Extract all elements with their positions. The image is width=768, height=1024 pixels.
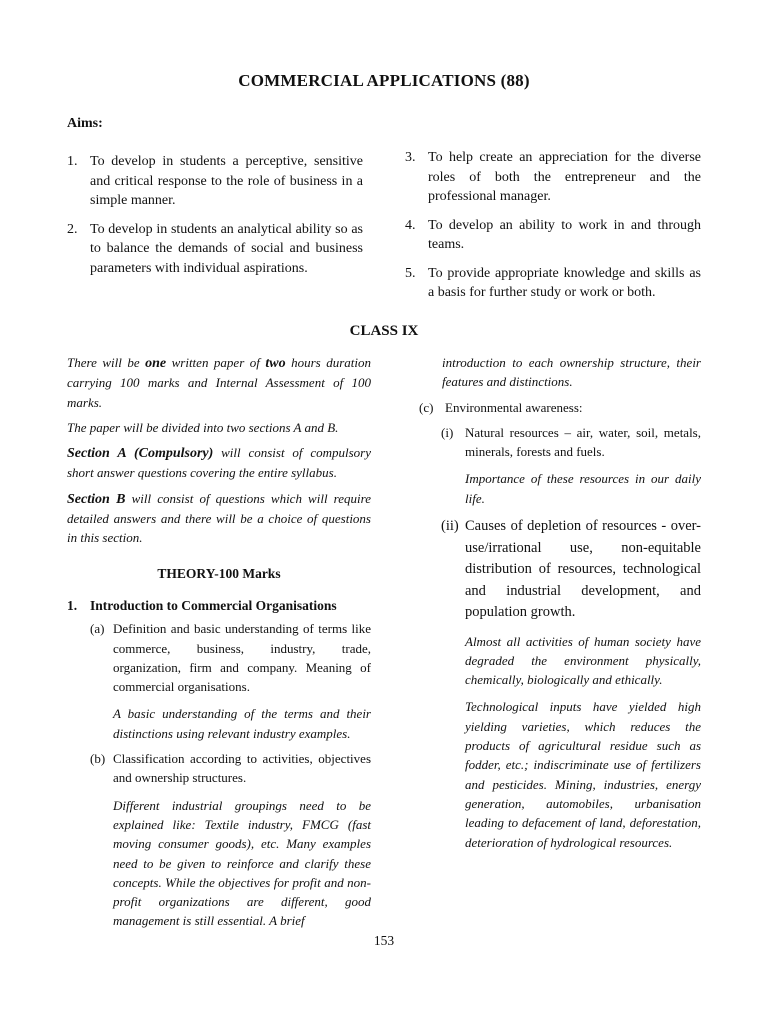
point-label: (i) xyxy=(441,424,454,440)
point-i-note: Importance of these resources in our daily life. xyxy=(465,471,701,506)
topic-number: 1. xyxy=(67,597,78,613)
point-text: Causes of depletion of resources - over-use/irrational use, non-equitable distribution of resources, technological and industrial development, and population growth. xyxy=(465,518,701,621)
subtopic-text: Definition and basic understanding of terms like commerce, business, industry, trade, organization, firm and company. Meaning of commercial organisations. xyxy=(113,621,371,695)
aim-item xyxy=(67,152,363,211)
section-a-text: will consist of compulsory short answer questions covering the entire syllabus. xyxy=(67,445,371,481)
page-title: COMMERCIAL APPLICATIONS (88) xyxy=(238,71,530,90)
aim-item xyxy=(405,216,701,255)
aims-right-list xyxy=(405,148,701,303)
aim-text: To provide appropriate knowledge and skills as a basis for further study or work or both. xyxy=(428,265,701,300)
subtopic-b xyxy=(67,749,371,788)
point-ii-note: Technological inputs have yielded high yielding varieties, which reduces the products of agricultural residue such as fodder, etc.; indiscriminate use of fertilizers and pesticides. Mining, industries, energy generation, automobiles, urbanisation leading to defacement of land, deforestation, deterioration of hydrological resources. xyxy=(465,699,701,850)
aim-text: To develop an ability to work in and through teams. xyxy=(428,217,701,252)
subtopic-b-note-continued: introduction to each ownership structure, their features and distinctions. xyxy=(442,355,701,390)
subtopic-text: Environmental awareness: xyxy=(445,399,583,415)
sections-paragraph: The paper will be divided into two sections A and B. xyxy=(67,419,339,435)
intro-emphasis: two xyxy=(265,356,286,371)
intro-text: hours duration carrying 100 marks and Internal Assessment of 100 marks. xyxy=(67,355,371,410)
subtopic-a xyxy=(67,619,371,696)
section-b-text: will consist of questions which will require detailed answers and there will be a choice of questions in this section. xyxy=(67,490,371,546)
point-text: Natural resources – air, water, soil, metals, minerals, forests and fuels. xyxy=(465,424,701,460)
subtopic-label: (b) xyxy=(90,751,106,767)
aim-number: 1. xyxy=(67,154,78,169)
aim-number: 5. xyxy=(405,265,416,281)
aim-number: 4. xyxy=(405,217,416,233)
aim-text: To help create an appreciation for the diverse roles of both the entrepreneur and the professional manager. xyxy=(428,150,701,204)
subtopic-b-note: Different industrial groupings need to be explained like: Textile industry, FMCG (fast moving consumer goods), etc. Many examples need to be given to reinforce and clarify these concepts. While the objectives for profit and non-profit organizations are different, good management is still essential. A brief xyxy=(113,797,371,929)
theory-heading: THEORY-100 Marks xyxy=(157,565,281,581)
aim-text: To develop in students an analytical ability so as to balance the demands of social and business parameters with individual aspirations. xyxy=(90,221,363,276)
aims-left-list xyxy=(67,152,363,278)
point-ii xyxy=(419,516,701,624)
aim-item xyxy=(405,264,701,303)
section-b-paragraph xyxy=(67,489,371,548)
subtopic-label: (c) xyxy=(419,399,434,415)
intro-emphasis: one xyxy=(145,356,167,371)
aim-text: To develop in students a perceptive, sensitive and critical response to the role of business in a simple manner. xyxy=(90,154,363,208)
left-column xyxy=(67,353,371,931)
aim-item xyxy=(405,148,701,207)
aim-number: 3. xyxy=(405,150,416,165)
subtopic-label: (a) xyxy=(90,621,105,637)
section-a-paragraph xyxy=(67,443,371,483)
intro-text: written paper of xyxy=(166,355,266,370)
point-label: (ii) xyxy=(441,518,459,535)
right-column xyxy=(419,353,701,852)
page-number: 153 xyxy=(373,933,395,948)
aim-item xyxy=(67,220,363,279)
aims-heading: Aims: xyxy=(67,116,103,131)
section-a-label: Section A (Compulsory) xyxy=(67,446,214,462)
section-b-label: Section B xyxy=(67,491,126,507)
subtopic-c xyxy=(419,398,701,417)
topic-title: Introduction to Commercial Organisations xyxy=(90,597,337,613)
intro-paragraph xyxy=(67,353,371,412)
class-heading: CLASS IX xyxy=(349,323,419,339)
intro-text: There will be xyxy=(67,355,146,370)
point-ii-note: Almost all activities of human society have degraded the environment physically, chemically, biologically and ethically. xyxy=(465,633,701,688)
topic-heading xyxy=(67,596,371,615)
point-i xyxy=(419,423,701,462)
subtopic-text: Classification according to activities, objectives and ownership structures. xyxy=(113,751,371,786)
subtopic-a-note: A basic understanding of the terms and their distinctions using relevant industry examples. xyxy=(113,706,371,741)
aim-number: 2. xyxy=(67,221,78,237)
